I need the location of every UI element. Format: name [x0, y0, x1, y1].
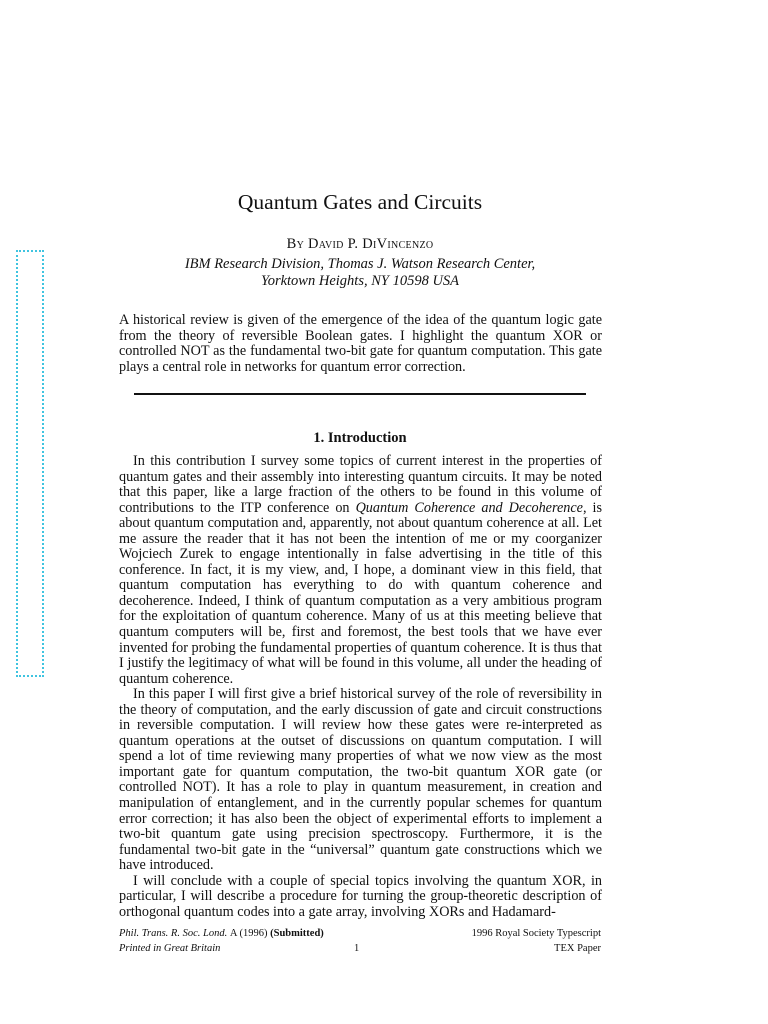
- paragraph-1-part-b: , is about quantum computation and, apparently, not about quantum coherence at all. Let me assure the reader that it has not been the intention of me or my coorganizer Wojciech Zurek to engage intentionally in false advertising in the title of this conference. In fact, it is my view, and, I hope, a dominant view in this field, that quantum computation has everything to do with quantum coherence and decoherence. Indeed, I think of quantum computation as a very ambitious program for the exploitation of quantum coherence. Many of us at this meeting believe that quantum computers will be, first and foremost, the best tools that we have ever invented for probing the fundamental properties of quantum coherence. It is thus that I justify the legitimacy of what will be found in this volume, all under the heading of quantum coherence.: [119, 499, 603, 687]
- abstract: A historical review is given of the emergence of the idea of the quantum logic gate from the theory of reversible Boolean gates. I highlight the quantum XOR or controlled NOT as the fundamental two-bit gate for quantum computation. This gate plays a central role in networks for quantum error correction.: [119, 312, 602, 375]
- footer-tex-paper: TEX Paper: [554, 943, 601, 954]
- paragraph-1: [119, 454, 602, 687]
- submission-status: (Submitted): [270, 928, 324, 939]
- body-text: [119, 454, 602, 920]
- section-number: 1.: [313, 430, 325, 446]
- paper-title: Quantum Gates and Circuits: [237, 190, 483, 214]
- footer-printed: Printed in Great Britain: [119, 943, 221, 954]
- journal-name: Phil. Trans. R. Soc. Lond.: [119, 928, 228, 939]
- affiliation-line-2: Yorktown Heights, NY 10598 USA: [260, 273, 460, 289]
- section-heading: [0, 430, 720, 447]
- abstract-rule: [134, 393, 586, 395]
- author-byline: [0, 236, 720, 253]
- paragraph-3: I will conclude with a couple of special topics involving the quantum XOR, in particular, I will describe a procedure for turning the group-theoretic description of orthogonal quantum codes into a gate array, involving XORs and Hadamard-: [119, 872, 602, 920]
- author-name: David P. DiVincenzo: [308, 236, 434, 252]
- footer-typescript: 1996 Royal Society Typescript: [471, 928, 601, 939]
- affiliation: [0, 256, 720, 290]
- section-title: Introduction: [327, 430, 407, 446]
- byline-prefix: By: [286, 236, 305, 252]
- paragraph-2: In this paper I will first give a brief historical survey of the role of reversibility in the theory of computation, and the early discussion of gate and circuit constructions in reversible computation. I will review how these gates were re-interpreted as quantum operations at the outset of discussions on quantum computation. I will spend a lot of time reviewing many properties of what we now view as the most important gate for quantum computation, the two-bit quantum XOR gate (or controlled NOT). It has a role to play in quantum measurement, in creation and manipulation of entanglement, and in the currently popular schemes for quantum error correction; it has also been the object of experimental efforts to implement a two-bit quantum gate using precision spectroscopy. Furthermore, it is the fundamental two-bit gate in the “universal” quantum gate constructions which we have introduced.: [119, 686, 602, 874]
- page-number: 1: [354, 943, 360, 954]
- affiliation-line-1: IBM Research Division, Thomas J. Watson Research Center,: [184, 256, 536, 272]
- footer-journal: [119, 928, 324, 939]
- conference-title: Quantum Coherence and Decoherence: [355, 499, 583, 516]
- journal-series: A (1996): [229, 928, 268, 939]
- margin-dotted-frame: [16, 250, 44, 677]
- paragraph-1-part-a: In this contribution I survey some topics of current interest in the properties of quantum gates and their assembly into interesting quantum circuits. It may be noted that this paper, like a large fraction of the others to be found in this volume of contributions to the ITP conference on: [119, 453, 602, 516]
